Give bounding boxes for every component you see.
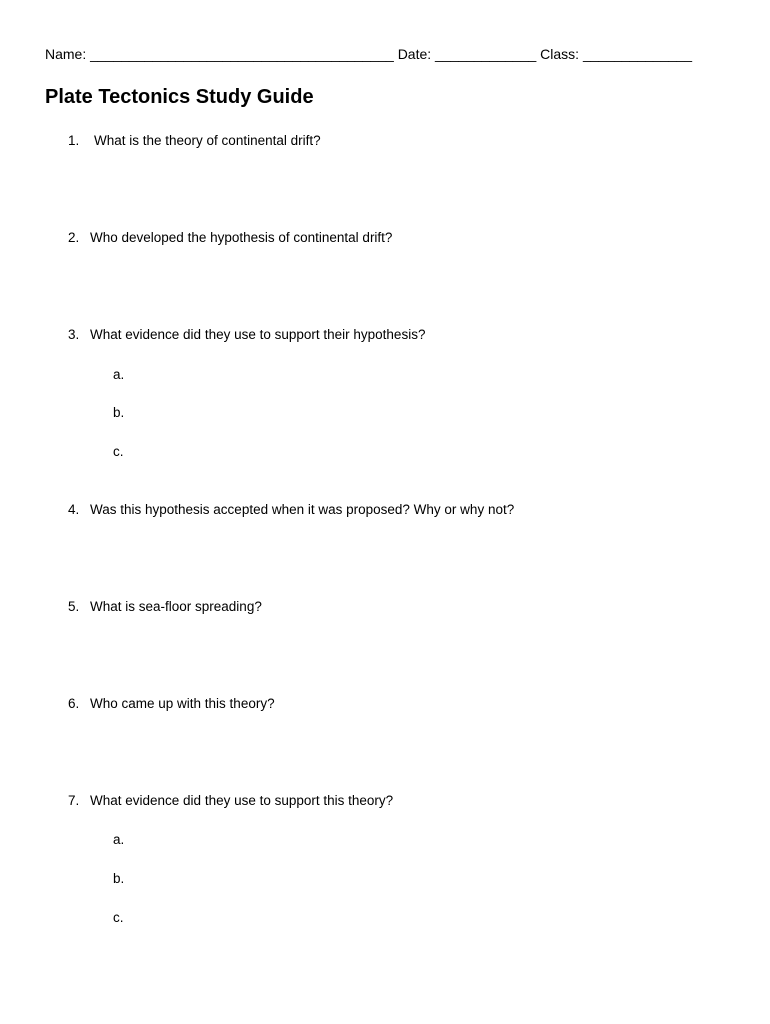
question-number: 6. [68,696,80,711]
sub-item-b: b. [113,871,125,886]
question-3 [68,327,425,342]
question-number: 4. [68,502,80,517]
question-2 [68,230,392,245]
question-number: 5. [68,599,80,614]
question-text: What is the theory of continental drift? [94,133,321,148]
question-text: Who developed the hypothesis of continental drift? [90,230,393,245]
name-label: Name: [45,46,87,62]
header-line [45,46,692,62]
sub-item-c: c. [113,444,124,459]
sub-item-a: a. [113,832,125,847]
question-1 [68,133,321,148]
class-blank: ______________ [582,46,692,62]
question-4 [68,502,514,517]
question-text: Who came up with this theory? [90,696,275,711]
question-5 [68,599,262,614]
sub-item-b: b. [113,405,125,420]
page-title: Plate Tectonics Study Guide [45,86,314,108]
question-number: 3. [68,327,80,342]
date-blank: _____________ [435,46,537,62]
question-text: What is sea-floor spreading? [90,599,262,614]
question-number: 1. [68,133,80,148]
question-6 [68,696,275,711]
question-text: Was this hypothesis accepted when it was proposed? Why or why not? [90,502,515,517]
class-label: Class: [540,46,580,62]
question-text: What evidence did they use to support their hypothesis? [90,327,426,342]
name-blank: _______________________________________ [90,46,394,62]
question-text: What evidence did they use to support this theory? [90,793,394,808]
question-7 [68,793,393,808]
date-label: Date: [397,46,432,62]
sub-item-c: c. [113,910,124,925]
question-number: 7. [68,793,80,808]
sub-item-a: a. [113,367,125,382]
question-number: 2. [68,230,80,245]
